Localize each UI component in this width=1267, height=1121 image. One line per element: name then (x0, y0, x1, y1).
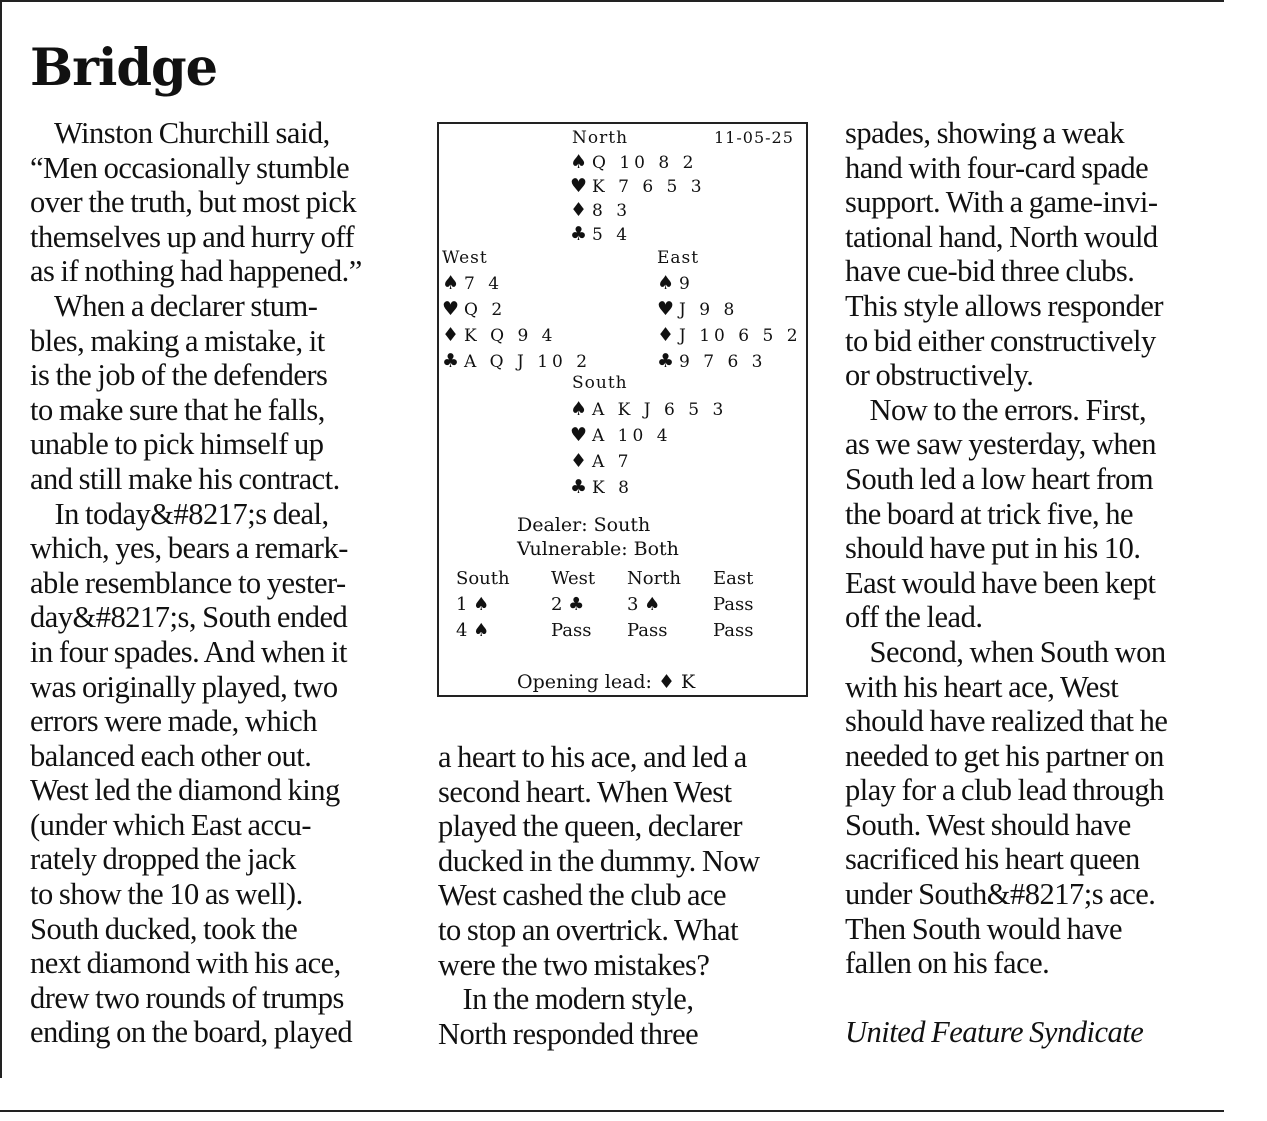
south-label: South (572, 373, 628, 393)
syndicate-credit: United Feature Syndicate (845, 1015, 1144, 1050)
article-line: was originally played, two (30, 669, 338, 704)
auction-bid: Pass (627, 620, 668, 641)
article-line: with his heart ace, West (845, 669, 1119, 704)
south-hearts: ♥ A 10 4 (570, 424, 672, 446)
article-line: a heart to his ace, and led a (438, 740, 747, 774)
opening-lead: Opening lead: ♦ K (517, 671, 696, 693)
heart-icon: ♥ (657, 298, 675, 320)
north-label: North (572, 128, 629, 148)
article-line: to bid either constructively (845, 323, 1156, 358)
spade-icon: ♠ (657, 272, 675, 294)
article-line: Now to the errors. First, (845, 392, 1147, 427)
article-line: North responded three (438, 1016, 699, 1051)
spade-icon: ♠ (570, 151, 588, 173)
club-icon: ♣ (570, 476, 588, 498)
article-line: should have put in his 10. (845, 531, 1141, 566)
diamond-icon: ♦ (657, 324, 675, 346)
diamond-icon: ♦ (570, 450, 588, 472)
article-line: second heart. When West (438, 774, 732, 809)
article-line: which, yes, bears a remark- (30, 531, 348, 566)
article-line: in four spades. And when it (30, 634, 347, 669)
article-column-1 (30, 116, 362, 1050)
article-line: bles, making a mistake, it (30, 323, 325, 358)
auction-header: East (713, 568, 754, 589)
article-line: hand with four-card spade (845, 150, 1149, 185)
article-line: to show the 10 as well). (30, 877, 303, 912)
north-clubs: ♣ 5 4 (570, 223, 632, 245)
south-spades: ♠ A K J 6 5 3 (570, 398, 728, 420)
top-rule (0, 0, 1224, 2)
club-icon: ♣ (570, 223, 588, 245)
heart-icon: ♥ (570, 424, 588, 446)
west-diamonds: ♦ K Q 9 4 (442, 324, 557, 346)
south-diamonds: ♦ A 7 (570, 450, 633, 472)
article-line: East would have been kept (845, 565, 1156, 600)
article-line: South ducked, took the (30, 911, 298, 946)
article-line: balanced each other out. (30, 738, 312, 773)
article-line: ducked in the dummy. Now (438, 843, 760, 878)
article-line: the board at trick five, he (845, 496, 1134, 531)
vulnerable-line: Vulnerable: Both (517, 538, 679, 560)
article-line: support. With a game-invi- (845, 185, 1158, 220)
article-line: South led a low heart from (845, 461, 1154, 496)
south-clubs: ♣ K 8 (570, 476, 633, 498)
article-line: to stop an overtrick. What (438, 912, 739, 947)
article-line: next diamond with his ace, (30, 946, 341, 981)
left-rule (0, 0, 2, 1078)
article-column-2 (438, 740, 760, 1051)
article-line: West cashed the club ace (438, 878, 727, 913)
auction-bid: 3 ♠ (627, 594, 661, 615)
headline: Bridge (30, 38, 218, 98)
article-line: Winston Churchill said, (30, 116, 330, 150)
article-line: South. West should have (845, 807, 1131, 842)
article-line: When a declarer stum- (30, 288, 318, 323)
article-line: is the job of the defenders (30, 358, 328, 393)
auction-header: North (627, 568, 682, 589)
article-line: spades, showing a weak (845, 116, 1125, 150)
diamond-icon: ♦ (442, 324, 460, 346)
auction-bid: 2 ♣ (551, 594, 585, 615)
north-spades: ♠ Q 10 8 2 (570, 151, 698, 173)
heart-icon: ♥ (570, 175, 588, 197)
west-hearts: ♥ Q 2 (442, 298, 507, 320)
club-icon: ♣ (442, 350, 460, 372)
west-clubs: ♣ A Q J 10 2 (442, 350, 592, 372)
article-line: to make sure that he falls, (30, 392, 325, 427)
paragraph-gap (845, 981, 1167, 1016)
bottom-rule (0, 1110, 1224, 1112)
spade-icon: ♠ (570, 398, 588, 420)
article-line: as if nothing had happened.” (30, 254, 362, 289)
diamond-icon: ♦ (570, 199, 588, 221)
east-label: East (657, 248, 700, 268)
article-line: (under which East accu- (30, 807, 312, 842)
auction-bid: Pass (713, 620, 754, 641)
article-line: needed to get his partner on (845, 738, 1164, 773)
article-line: should have realized that he (845, 704, 1168, 739)
auction-header: South (456, 568, 510, 589)
article-line: have cue-bid three clubs. (845, 254, 1135, 289)
article-line: In today&#8217;s deal, (30, 496, 329, 531)
club-icon: ♣ (657, 350, 675, 372)
north-hearts: ♥ K 7 6 5 3 (570, 175, 706, 197)
article-line: play for a club lead through (845, 773, 1164, 808)
article-line: themselves up and hurry off (30, 219, 355, 254)
article-line: played the queen, declarer (438, 809, 743, 844)
east-hearts: ♥ J 9 8 (657, 298, 739, 320)
west-label: West (442, 248, 488, 268)
article-line: under South&#8217;s ace. (845, 877, 1156, 912)
article-line: as we saw yesterday, when (845, 427, 1156, 462)
article-line: ending on the board, played (30, 1015, 353, 1050)
article-line: Second, when South won (845, 634, 1166, 669)
article-line: This style allows responder (845, 288, 1164, 323)
auction-bid: 4 ♠ (456, 620, 490, 641)
auction-bid: Pass (551, 620, 592, 641)
article-line: Then South would have (845, 911, 1123, 946)
dealer-line: Dealer: South (517, 514, 651, 536)
article-line: or obstructively. (845, 358, 1034, 393)
article-line: fallen on his face. (845, 946, 1050, 981)
article-line: tational hand, North would (845, 219, 1158, 254)
article-line: sacrificed his heart queen (845, 842, 1140, 877)
article-line: over the truth, but most pick (30, 185, 357, 220)
article-line: day&#8217;s, South ended (30, 600, 348, 635)
auction-bid: Pass (713, 594, 754, 615)
article-line: drew two rounds of trumps (30, 980, 344, 1015)
auction-header: West (551, 568, 596, 589)
west-spades: ♠ 7 4 (442, 272, 504, 294)
article-line: rately dropped the jack (30, 842, 296, 877)
article-line: and still make his contract. (30, 461, 340, 496)
bridge-diagram (437, 122, 808, 697)
article-line: errors were made, which (30, 704, 317, 739)
article-column-3 (845, 116, 1167, 1050)
diagram-date: 11-05-25 (714, 128, 794, 147)
article-line: unable to pick himself up (30, 427, 324, 462)
north-diamonds: ♦ 8 3 (570, 199, 632, 221)
article-line: off the lead. (845, 600, 983, 635)
article-line: were the two mistakes? (438, 947, 710, 982)
east-spades: ♠ 9 (657, 272, 694, 294)
auction-bid: 1 ♠ (456, 594, 490, 615)
article-line: West led the diamond king (30, 773, 340, 808)
spade-icon: ♠ (442, 272, 460, 294)
article-line: “Men occasionally stumble (30, 150, 350, 185)
heart-icon: ♥ (442, 298, 460, 320)
east-diamonds: ♦ J 10 6 5 2 (657, 324, 802, 346)
article-line: In the modern style, (438, 982, 694, 1017)
article-line: able resemblance to yester- (30, 565, 346, 600)
east-clubs: ♣ 9 7 6 3 (657, 350, 767, 372)
